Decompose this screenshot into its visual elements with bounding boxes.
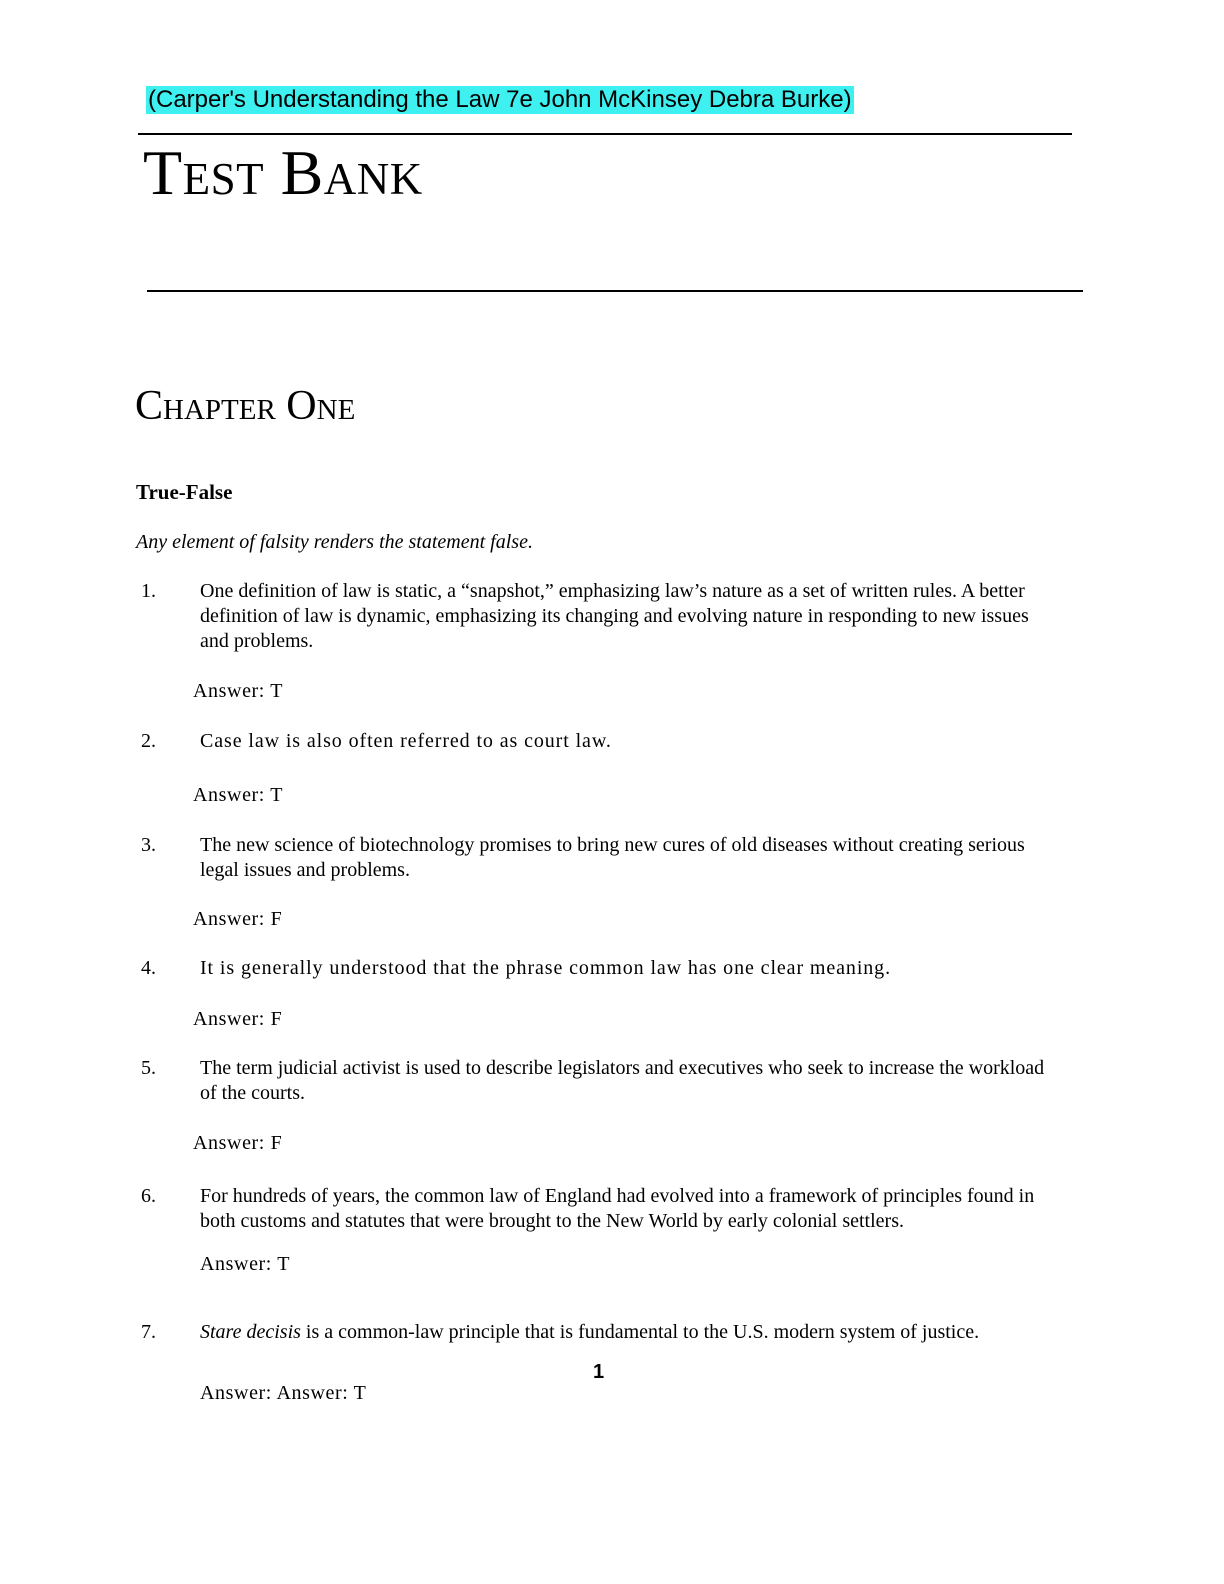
- question-text: Case law is also often referred to as court law.: [200, 730, 612, 752]
- question-number: 1.: [141, 580, 156, 602]
- chapter-title: Chapter One: [135, 383, 356, 429]
- question-number: 5.: [141, 1057, 156, 1079]
- section-heading: True-False: [136, 480, 233, 504]
- page-number: 1: [593, 1361, 605, 1383]
- question-text: For hundreds of years, the common law of England had evolved into a framework of principles found in both customs and statutes that were brought to the New World by early colonial settlers.: [200, 1185, 1035, 1232]
- question-number: 4.: [141, 957, 156, 979]
- question-number: 7.: [141, 1321, 156, 1343]
- question-term: Stare decisis: [200, 1321, 301, 1343]
- question-answer: Answer: F: [193, 1008, 283, 1030]
- document-title: Test Bank: [143, 137, 423, 208]
- question-text-rest: is a common-law principle that is fundamental to the U.S. modern system of justice.: [300, 1321, 980, 1343]
- question-text: It is generally understood that the phrase common law has one clear meaning.: [200, 957, 891, 979]
- question-text: One definition of law is static, a “snapshot,” emphasizing law’s nature as a set of written rules. A better definition of law is dynamic, emphasizing its changing and evolving nature in responding to new issues and problems.: [200, 580, 1029, 652]
- instructions: Any element of falsity renders the statement false.: [136, 531, 533, 553]
- question-answer: Answer: T: [200, 1253, 291, 1275]
- question-answer: Answer: F: [193, 908, 283, 930]
- question-number: 6.: [141, 1185, 156, 1207]
- question-text: [200, 1320, 1060, 1345]
- question-text: The new science of biotechnology promises to bring new cures of old diseases without creating serious legal issues and problems.: [200, 834, 1025, 881]
- question-answer: Answer: T: [193, 680, 284, 702]
- question-answer: Answer: T: [193, 784, 284, 806]
- top-divider: [138, 133, 1072, 135]
- question-number: 2.: [141, 730, 156, 752]
- question-answer: Answer: Answer: T: [200, 1382, 367, 1404]
- question-answer: Answer: F: [193, 1132, 283, 1154]
- source-note: (Carper's Understanding the Law 7e John McKinsey Debra Burke): [148, 86, 852, 113]
- title-divider: [147, 290, 1083, 292]
- question-text: The term judicial activist is used to describe legislators and executives who seek to increase the workload of the courts.: [200, 1057, 1045, 1104]
- question-number: 3.: [141, 834, 156, 856]
